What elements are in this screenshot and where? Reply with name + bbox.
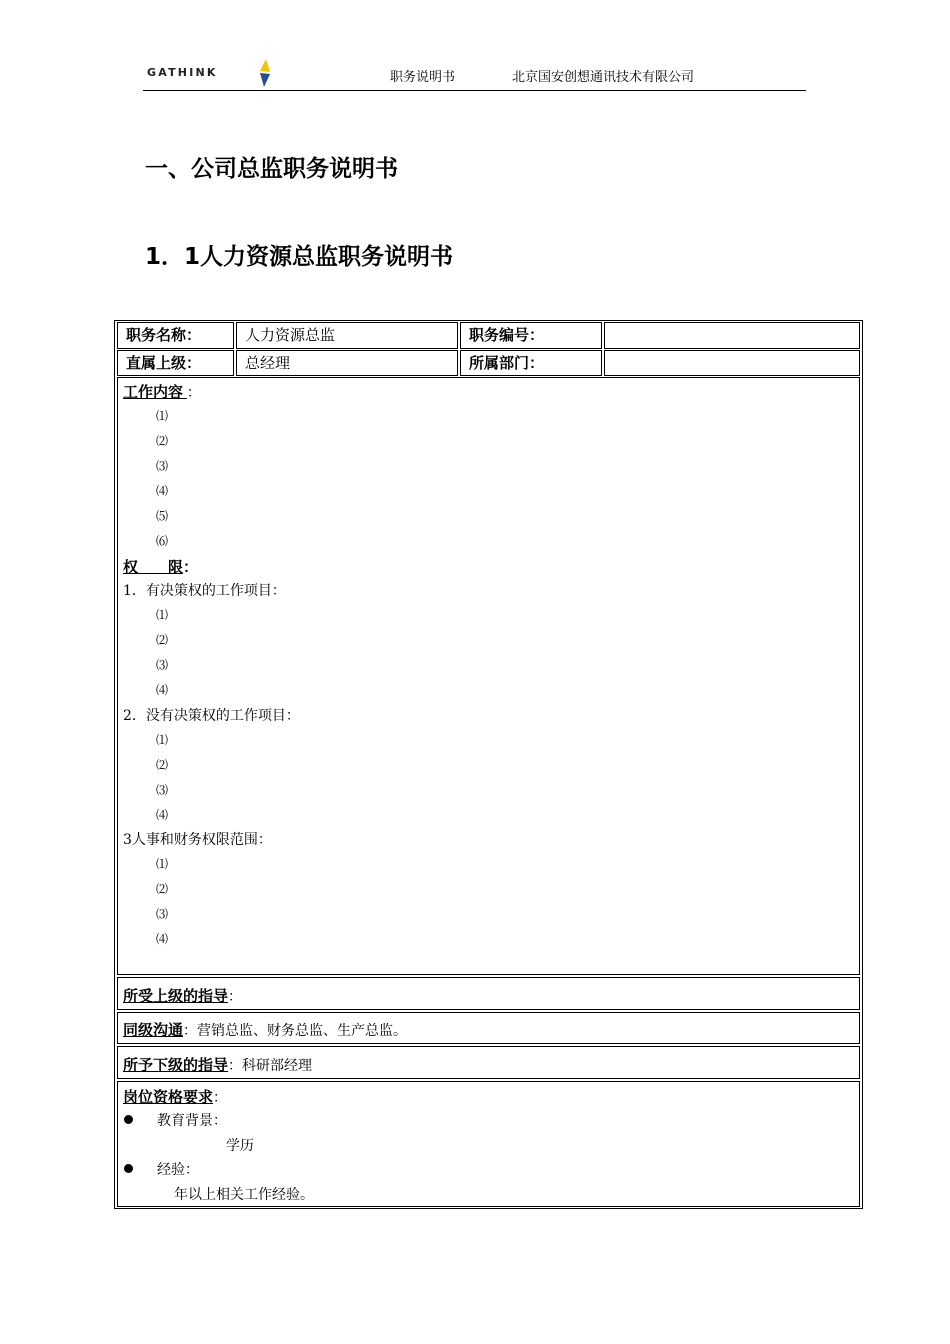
dept-value-cell: [604, 350, 860, 376]
work-item: ⑴: [156, 409, 169, 423]
superior-value: 总经理: [245, 354, 291, 372]
hr-finance-item: ⑵: [156, 882, 169, 896]
peer-communication-colon: ：: [183, 1023, 198, 1039]
authority-heading: [123, 556, 198, 577]
superior-guidance-label: 所受上级的指导: [123, 987, 229, 1005]
hr-finance-item: ⑴: [156, 857, 169, 871]
non-decision-item: ⑴: [156, 733, 169, 747]
dept-label-cell: [460, 350, 602, 376]
job-code-label-cell: [460, 322, 602, 349]
company-logo-text: GATHINK: [147, 66, 218, 79]
non-decision-item: ⑵: [156, 758, 169, 772]
work-item: ⑵: [156, 434, 169, 448]
superior-value-cell: [236, 350, 458, 376]
qualification-label: 岗位资格要求: [123, 1088, 214, 1106]
work-item: ⑶: [156, 459, 169, 473]
work-content-heading: [123, 381, 201, 402]
header-company-name: 北京国安创想通讯技术有限公司: [512, 70, 695, 85]
authority-label: 权 限: [123, 558, 184, 576]
job-code-label: 职务编号：: [469, 326, 545, 344]
subsection-heading: 1．1人力资源总监职务说明书: [145, 244, 454, 270]
work-item: ⑸: [156, 509, 169, 523]
work-item: ⑹: [156, 534, 169, 548]
work-authority-section: [117, 377, 860, 975]
non-decision-items-title: 2．没有决策权的工作项目：: [123, 708, 300, 724]
qualification-colon: ：: [213, 1090, 228, 1106]
decision-item: ⑷: [156, 683, 169, 697]
experience-label: 经验：: [157, 1162, 199, 1178]
subordinate-guidance-colon: ：: [228, 1058, 243, 1074]
hr-finance-scope-title: 3人事和财务权限范围：: [123, 832, 272, 848]
work-content-label: 工作内容: [123, 383, 184, 401]
superior-label-cell: [117, 350, 234, 376]
job-name-value-cell: [236, 322, 458, 349]
job-code-value-cell: [604, 322, 860, 349]
subordinate-guidance: [123, 1054, 312, 1075]
subordinate-guidance-label: 所予下级的指导: [123, 1056, 229, 1074]
superior-label: 直属上级：: [126, 354, 202, 372]
decision-items-title: 1．有决策权的工作项目：: [123, 583, 286, 599]
subordinate-guidance-value: 科研部经理: [242, 1058, 313, 1074]
authority-colon: ：: [183, 558, 199, 576]
qualification-heading: [123, 1086, 227, 1107]
section-heading: 一、公司总监职务说明书: [145, 156, 398, 182]
job-name-label-cell: [117, 322, 234, 349]
experience-value: 年以上相关工作经验。: [174, 1187, 314, 1203]
dept-label: 所属部门：: [469, 354, 545, 372]
superior-guidance-colon: ：: [228, 989, 243, 1005]
non-decision-item: ⑷: [156, 808, 169, 822]
header-doc-title: 职务说明书: [390, 70, 456, 85]
bullet-icon: [124, 1164, 133, 1173]
superior-guidance: [123, 985, 242, 1006]
decision-item: ⑴: [156, 608, 169, 622]
education-value: 学历: [226, 1138, 254, 1154]
education-label: 教育背景：: [157, 1113, 227, 1129]
work-item: ⑷: [156, 484, 169, 498]
page-header: [143, 56, 806, 91]
hr-finance-item: ⑶: [156, 907, 169, 921]
work-content-colon: ：: [186, 385, 201, 401]
decision-item: ⑶: [156, 658, 169, 672]
job-name-value: 人力资源总监: [245, 326, 336, 344]
company-logo-icon: [258, 58, 272, 88]
decision-item: ⑵: [156, 633, 169, 647]
peer-communication-value: 营销总监、财务总监、生产总监。: [197, 1023, 408, 1039]
non-decision-item: ⑶: [156, 783, 169, 797]
bullet-icon: [124, 1115, 133, 1124]
peer-communication: [123, 1019, 407, 1040]
job-name-label: 职务名称：: [126, 326, 202, 344]
peer-communication-label: 同级沟通: [123, 1021, 184, 1039]
hr-finance-item: ⑷: [156, 932, 169, 946]
